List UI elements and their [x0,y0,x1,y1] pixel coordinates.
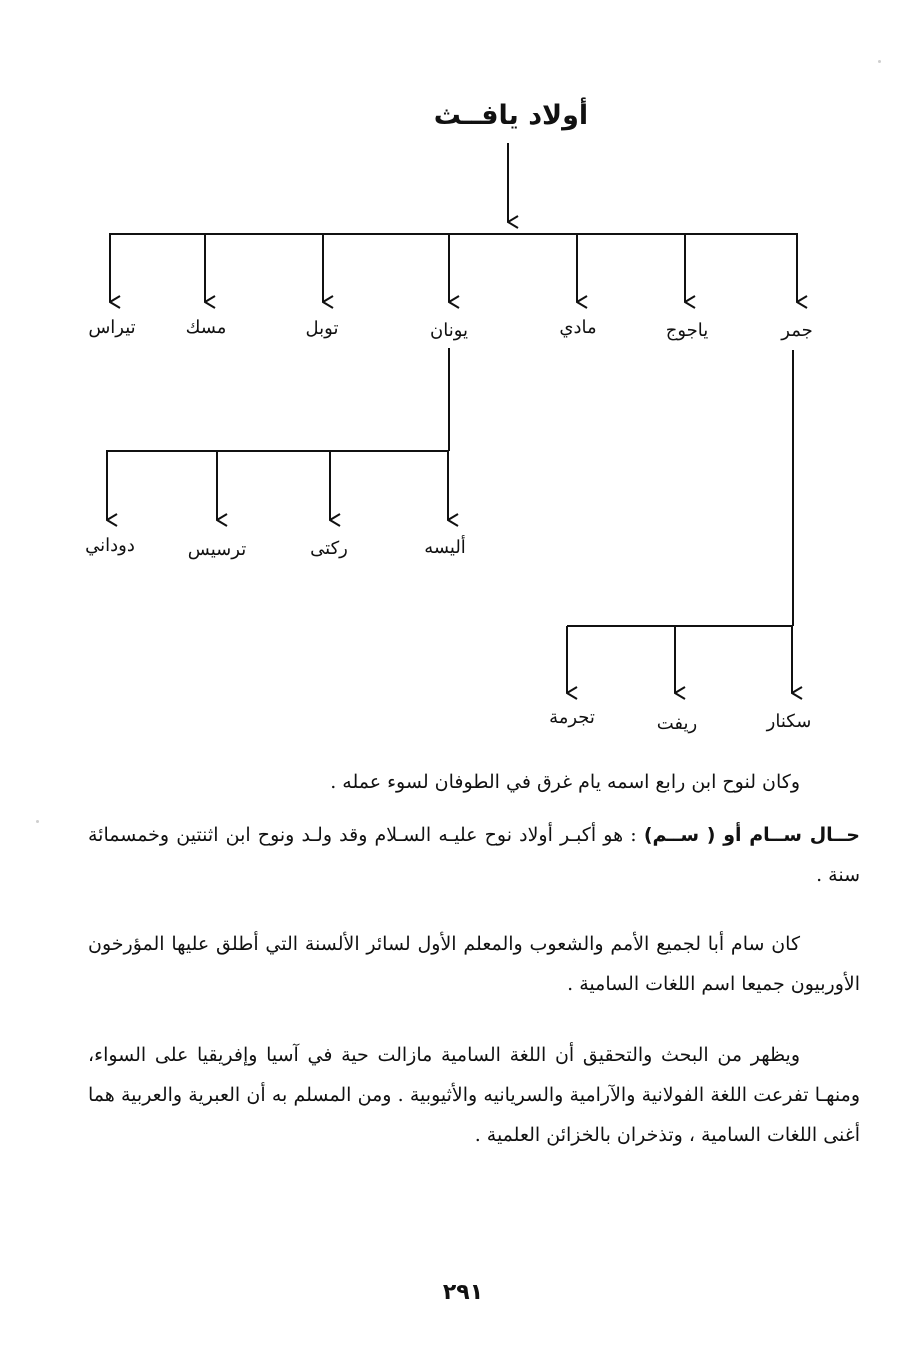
node-jamar: جمر [781,320,813,341]
diagram-title: أولاد يافــث [433,100,589,131]
scan-speck [36,820,39,823]
paragraph-semitic-languages: ويظهر من البحث والتحقيق أن اللغة السامية مازالت حية في آسيا وإفريقيا على السواء، ومنهـا تفرعت اللغة الفولانية والآرامية والسريانيه والأثيوبية . ومن المسلم به أن العبرية والعربية هما أغنى اللغات السامية ، وتذخران بالخزائن العلمية . [88,1044,860,1146]
paragraph-sam-status [88,815,860,895]
paragraph-sam-father: كان سام أبا لجميع الأمم والشعوب والمعلم الأول لسائر الألسنة التي أطلق عليها المؤرخون الأوربيون جميعا اسم اللغات السامية . [88,933,860,995]
scan-speck [878,60,881,63]
node-younan: يونان [429,320,469,341]
node-tarsis: ترسيس [187,539,247,560]
sam-heading-body: : هو أكبـر أولاد نوح عليـه السـلام وقد ولـد ونوح ابن اثنتين وخمسمائة سنة . [88,824,860,886]
node-tiras: تيراس [88,317,136,338]
node-rift: ريفت [656,713,698,734]
node-dudani: دوداني [85,535,135,556]
page-number: ٢٩١ [442,1280,484,1305]
node-rakti: ركتى [310,538,348,559]
node-madi: مادي [559,317,597,338]
node-tubal: توبل [305,318,339,339]
node-yajuj: ياجوج [665,320,709,341]
node-alisa: أليسه [424,537,466,558]
node-tajrama: تجرمة [549,707,595,728]
node-sikinar: سكنار [766,711,812,732]
paragraph-yam: وكان لنوح ابن رابع اسمه يام غرق في الطوفان لسوء عمله . [330,771,800,793]
sam-heading: حــال ســام أو ( ســم) [643,824,860,846]
node-mask: مسك [185,317,227,338]
